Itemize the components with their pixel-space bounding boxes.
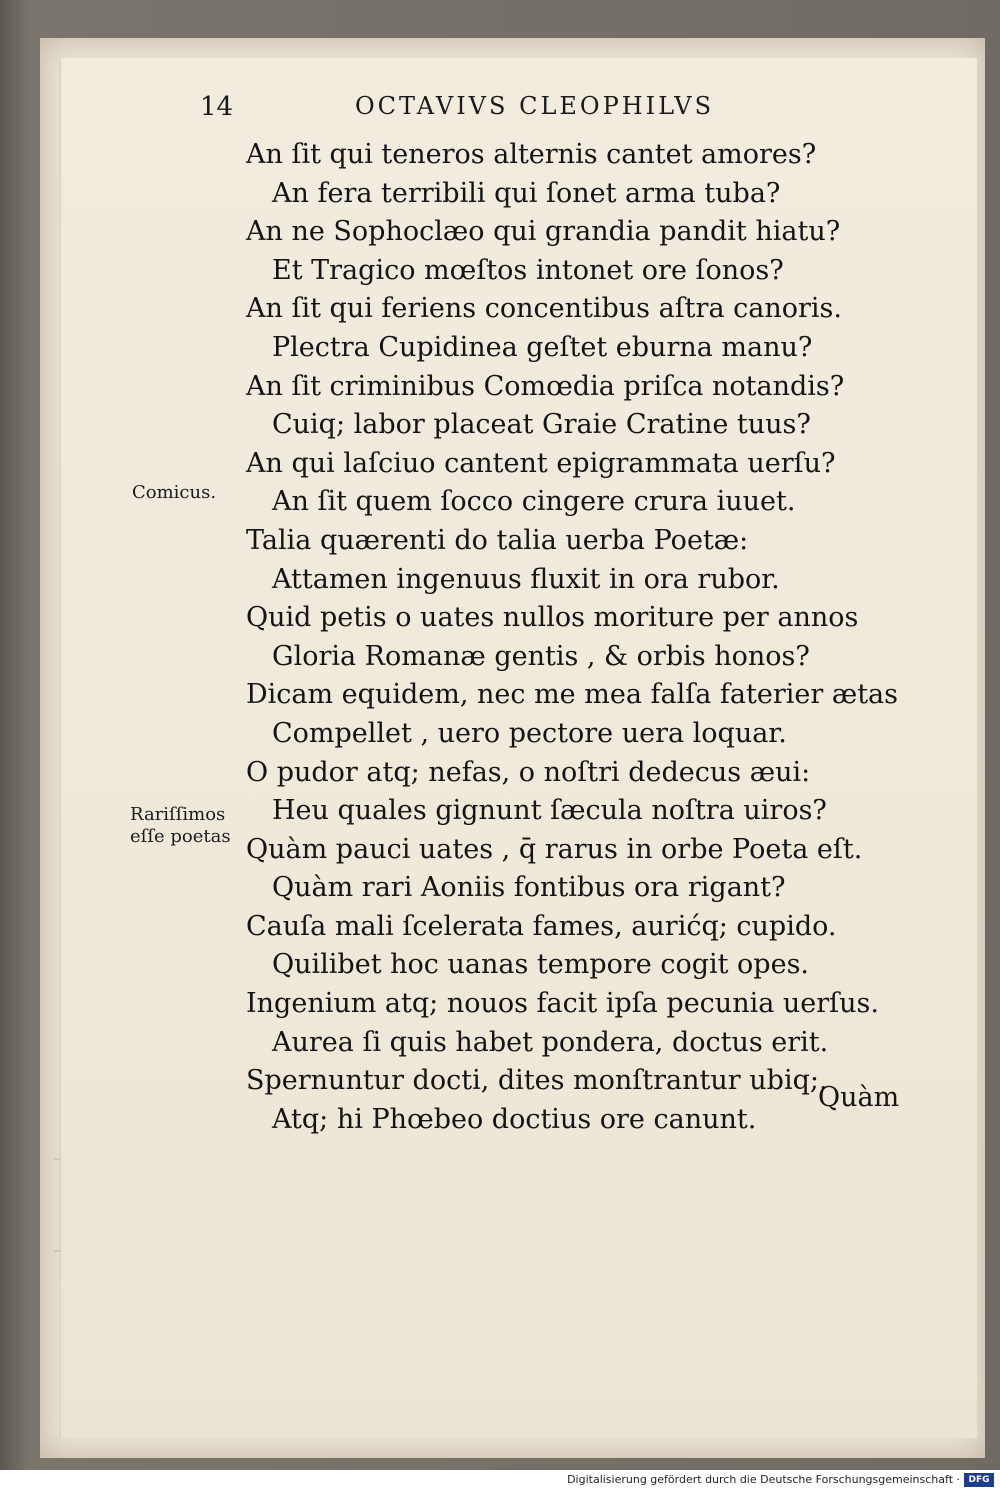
verse-line: Quàm rari Aoniis fontibus ora rigant? — [272, 872, 786, 904]
verse-line: An ſit qui feriens concentibus aſtra canoris. — [246, 293, 842, 325]
verse-line: Quid petis o uates nullos moriture per annos — [246, 602, 859, 634]
verse-line: Ingenium atq; nouos facit ipſa pecunia uerſus. — [246, 988, 879, 1020]
verse-line: Et Tragico mœſtos intonet ore ſonos? — [272, 254, 784, 286]
verse-line: An ſit criminibus Comœdia priſca notandis? — [246, 370, 845, 402]
verse-line: O pudor atq; nefas, o noſtri dedecus æui: — [246, 756, 811, 788]
running-head: OCTAVIVS CLEOPHILVS — [355, 92, 715, 120]
verse-block — [246, 136, 899, 1139]
verse-line: Plectra Cupidinea geſtet eburna manu? — [272, 331, 813, 363]
footer-bar — [0, 1470, 1000, 1492]
margin-note-line: Rariſſimos — [130, 804, 226, 825]
verse-line: An qui laſciuo cantent epigrammata uerſu? — [246, 447, 836, 479]
margin-note-comicus: Comicus. — [132, 482, 217, 503]
dfg-logo: DFG — [964, 1473, 994, 1487]
verse-line: Quilibet hoc uanas tempore cogit opes. — [272, 949, 810, 981]
catchword: Quàm — [818, 1082, 900, 1113]
verse-line: Cauſa mali ſcelerata fames, aurićq; cupido. — [246, 910, 837, 942]
verse-line: Quàm pauci uates , q̄ rarus in orbe Poeta eſt. — [246, 833, 863, 865]
verse-line: Atq; hi Phœbeo doctius ore canunt. — [272, 1103, 757, 1135]
verse-line: Talia quærenti do talia uerba Poetæ: — [246, 524, 749, 556]
verse-line: Attamen ingenuus fluxit in ora rubor. — [272, 563, 780, 595]
verse-line: An ne Sophoclæo qui grandia pandit hiatu? — [246, 216, 841, 248]
verse-line: Compellet , uero pectore uera loquar. — [272, 717, 787, 749]
verse-line: An fera terribili qui ſonet arma tuba? — [272, 177, 781, 209]
verse-line: An ſit qui teneros alternis cantet amores? — [246, 139, 817, 170]
verse-line: Cuiq; labor placeat Graie Cratine tuus? — [272, 409, 811, 441]
verse-line: Gloria Romanæ gentis , & orbis honos? — [272, 640, 810, 672]
margin-note-rarissimos — [130, 804, 231, 848]
verse-line: Dicam equidem, nec me mea falſa faterier ætas — [246, 679, 899, 711]
verse-line: Aurea ſi quis habet pondera, doctus erit. — [272, 1026, 829, 1058]
page-number: 14 — [200, 92, 234, 122]
verse-line: Heu quales gignunt ſæcula noſtra uiros? — [272, 795, 827, 827]
verse-line: Spernuntur docti, dites monſtrantur ubiq;. — [246, 1065, 828, 1097]
verse-line: An ſit quem ſocco cingere crura iuuet. — [272, 486, 796, 518]
funding-credit: Digitalisierung gefördert durch die Deutsche Forschungsgemeinschaft · — [567, 1473, 960, 1486]
margin-note-line: eſſe poetas — [130, 826, 231, 847]
page-header — [0, 92, 1000, 132]
